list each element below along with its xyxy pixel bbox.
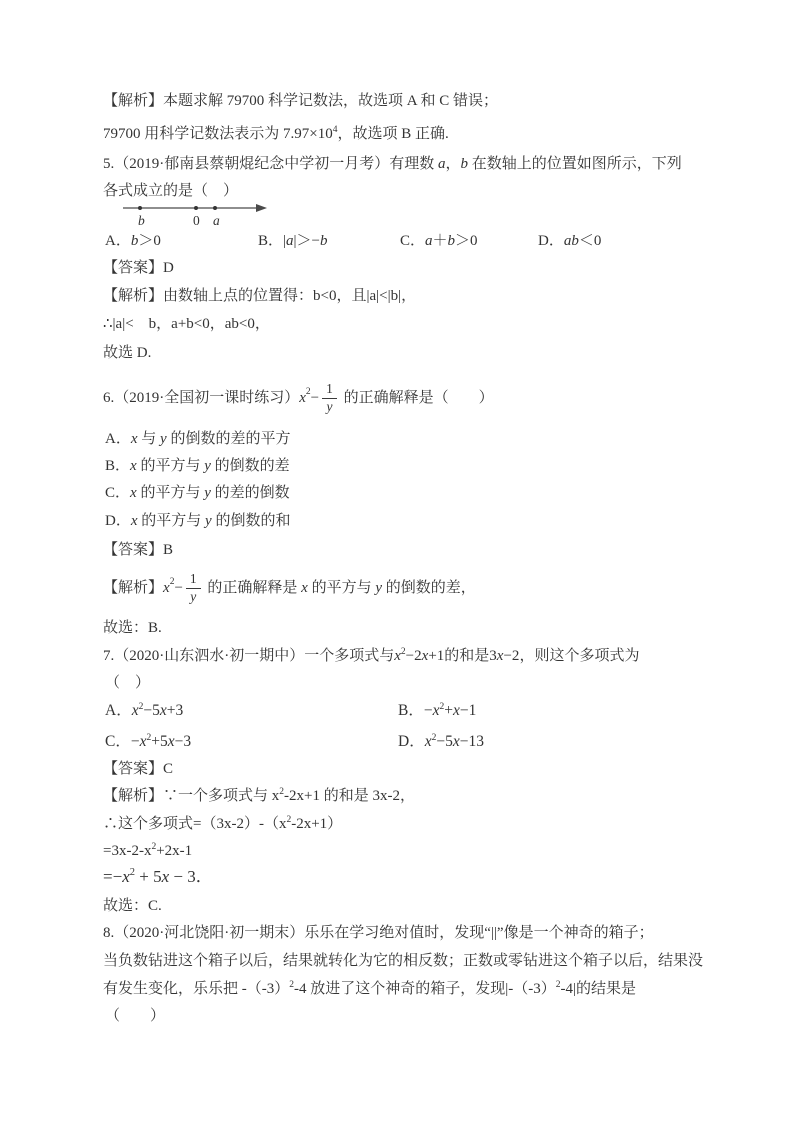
q6-option-d [105, 510, 290, 532]
math-italic-segment: b [460, 156, 469, 172]
q6-header: 6.（2019·全国初一课时练习） x $^2$ − $\frac{1}{y}$ 的正确解释是（ ） [103, 381, 494, 414]
q4-solution-line2 [103, 123, 449, 145]
text-segment: +3 [166, 702, 184, 719]
math-italic-segment: b [447, 233, 456, 249]
q6-answer [103, 539, 173, 561]
number-line-label-b: b [138, 213, 145, 228]
math-italic-segment: y [204, 485, 211, 501]
text-segment: D． [105, 513, 131, 529]
math-italic-segment: x [301, 580, 308, 596]
fraction-denominator: y [190, 589, 197, 604]
math-italic-segment: x [394, 648, 401, 664]
text-segment: ＜0 [578, 233, 602, 249]
text-segment: ，则这个多项式为 [519, 648, 640, 664]
text-segment: + [444, 702, 453, 719]
superscript: 4 [332, 125, 338, 135]
q7-option-c [105, 731, 191, 753]
q7-solution-line4 [103, 866, 213, 888]
text-segment: 的和是 [444, 648, 490, 664]
text-segment: -4|的结果是 [560, 981, 636, 997]
q5-option-a [105, 230, 161, 252]
number-line-point-b [138, 206, 142, 210]
math-italic-segment: x [161, 867, 170, 886]
text-segment: 【答案】D [103, 260, 174, 276]
text-segment: 的正确解释是 [203, 580, 302, 596]
math-italic-segment: b [130, 233, 139, 249]
text-segment: （ ） [105, 675, 151, 691]
text-segment: − [423, 702, 433, 719]
text-segment: 【解析】∵一个多项式与 x [103, 788, 280, 804]
text-segment: -2x+1） [291, 816, 343, 832]
text-segment: -4 放进了这个神奇的箱子，发现|-（-3） [294, 981, 556, 997]
math-italic-segment: a [438, 156, 446, 172]
text-segment: 7.（2020·山东泗水·初一期中）一个多项式与 [103, 648, 395, 664]
text-segment: 【解析】由数轴上点的位置得：b<0，且|a|<|b|， [103, 288, 417, 304]
text-segment: 【答案】C [103, 761, 174, 777]
q5-header-line1 [103, 153, 682, 175]
math-italic-segment: x [432, 702, 440, 719]
text-segment: ＞0 [455, 233, 478, 249]
text-segment: C． [105, 485, 131, 501]
text-segment: 的正确解释是（ ） [339, 390, 494, 406]
text-segment: ∴|a|< b，a+b<0，ab<0， [103, 316, 270, 332]
math-italic-segment: x [424, 733, 432, 750]
text-segment: A． [105, 233, 131, 249]
text-segment: 与 [137, 431, 161, 447]
math-italic-segment: x [130, 458, 137, 474]
superscript: 2 [400, 647, 406, 657]
superscript: 2 [279, 787, 285, 797]
text-segment: 故选 D. [103, 345, 152, 361]
option-letter: B． [258, 233, 284, 249]
q6-option-b [105, 455, 290, 477]
text-segment: 的倒数的差的平方 [166, 431, 291, 447]
text-segment: （ ） [105, 1008, 166, 1024]
text-segment: 的倒数的和 [211, 513, 291, 529]
q7-solution-line5 [103, 895, 162, 917]
q5-solution-line1 [103, 285, 416, 307]
text-segment: + 5 [134, 867, 162, 886]
number-line-figure [120, 197, 270, 233]
text-segment: 故选：B. [103, 620, 162, 636]
text-segment: | [283, 233, 287, 249]
q8-header-line3 [103, 978, 636, 1000]
text-segment: 8.（2020·河北饶阳·初一期末）乐乐在学习绝对值时，发现“||”像是一个神奇的箱子； [103, 925, 654, 941]
q6-solution-line1: 【解析】 x $^2$ − $\frac{1}{y}$ 的正确解释是 x 的平方与 y 的倒数的差， [103, 571, 476, 604]
q7-header-line2 [105, 672, 150, 694]
text-segment: 当负数钻进这个箱子以后，结果就转化为它的相反数；正数或零钻进这个箱子以后，结果没 [103, 953, 704, 969]
text-segment: − [310, 390, 320, 406]
superscript: 2 [289, 980, 294, 990]
superscript: 2 [151, 842, 157, 852]
text-segment: 6.（2019·全国初一课时练习） [103, 390, 300, 406]
text-segment: − [174, 580, 183, 596]
text-segment: 的平方与 [137, 513, 206, 529]
superscript: 2 [146, 733, 152, 743]
text-segment: 的平方与 [307, 580, 376, 596]
math-italic-segment: y [204, 458, 211, 474]
q5-answer [103, 257, 174, 279]
text-segment: +1 [428, 648, 445, 664]
fraction [186, 571, 201, 605]
text-segment: ． [195, 867, 213, 886]
math-italic-segment: b [320, 233, 328, 249]
fraction-numerator: 1 [186, 571, 201, 589]
text-segment: 的平方与 [136, 458, 205, 474]
text-segment: -2x+1 的和是 3x-2， [284, 788, 415, 804]
text-segment: 5.（2019·郁南县蔡朝焜纪念中学初一月考）有理数 [103, 156, 438, 172]
q5-option-b [258, 230, 328, 252]
math-italic-segment: x [163, 580, 170, 596]
math-italic-segment: a [425, 233, 433, 249]
text-segment: +5 [151, 733, 168, 750]
text-segment: |＞− [293, 233, 320, 249]
q7-option-a [105, 700, 183, 722]
math-italic-segment: x [421, 648, 429, 664]
q5-solution-line3 [103, 342, 151, 364]
math-italic-segment: x [130, 485, 137, 501]
text-segment: ∴这个多项式=（3x-2）-（x [103, 816, 287, 832]
text-segment: B． [105, 458, 131, 474]
math-italic-segment: x [452, 702, 460, 719]
math-italic-segment: x [496, 648, 504, 664]
text-segment: 的倒数的差 [210, 458, 290, 474]
text-segment: D． [398, 733, 425, 750]
math-italic-segment: x [452, 733, 460, 750]
number-line-point-0 [194, 206, 198, 210]
text-segment: −3 [174, 733, 192, 750]
text-segment: 有发生变化，乐乐把 -（-3） [103, 981, 290, 997]
text-segment: ，故选项 B 正确. [337, 126, 449, 142]
q7-solution-line2 [103, 813, 342, 835]
text-segment: ， [445, 156, 461, 172]
q7-header-line1 [103, 645, 639, 667]
q8-header-line4 [105, 1005, 165, 1027]
q7-option-d [398, 731, 484, 753]
q5-solution-line2 [103, 313, 270, 335]
math-italic-segment: y [160, 431, 167, 447]
superscript: 2 [138, 702, 144, 712]
q7-solution-line3 [103, 840, 192, 862]
text-segment: A． [105, 431, 131, 447]
q6-option-c [105, 482, 290, 504]
number-line-label-a: a [213, 213, 220, 228]
q8-header-line1 [103, 922, 654, 944]
math-italic-segment: x [130, 513, 138, 529]
math-italic-segment: y [205, 513, 212, 529]
text-segment: ＞0 [138, 233, 161, 249]
text-segment: =− [103, 867, 123, 886]
superscript: 2 [129, 867, 135, 878]
text-segment: 的平方与 [136, 485, 205, 501]
text-segment: −5 [436, 733, 453, 750]
q7-answer [103, 758, 173, 780]
math-italic-segment: x [122, 867, 130, 886]
superscript: 2 [286, 815, 292, 825]
text-segment: −5 [143, 702, 160, 719]
text-segment: 的差的倒数 [210, 485, 290, 501]
text-segment: 3 [489, 648, 497, 664]
text-segment: 【解析】 [103, 580, 164, 596]
superscript: 2 [555, 980, 561, 990]
math-italic-segment: x [131, 702, 139, 719]
text-segment: +2x-1 [156, 843, 193, 859]
text-segment: −2 [503, 648, 520, 664]
q5-option-d [538, 230, 601, 252]
text-segment: 的倒数的差， [382, 580, 476, 596]
math-italic-segment: x [167, 733, 175, 750]
text-segment: 【答案】B [103, 542, 174, 558]
math-italic-segment: x [130, 431, 138, 447]
text-segment: B． [398, 702, 424, 719]
fraction [322, 381, 337, 415]
q7-option-b [398, 700, 476, 722]
number-line-point-a [213, 206, 217, 210]
text-segment: A． [105, 702, 132, 719]
text-segment: 【解析】本题求解 79700 科学记数法，故选项 A 和 C 错误； [103, 93, 499, 109]
arrow-right-icon [256, 204, 267, 212]
math-italic-segment: a [286, 233, 294, 249]
math-italic-segment: ab [563, 233, 579, 249]
text-segment: 各式成立的是（ ） [103, 183, 239, 199]
text-segment: C． [105, 733, 131, 750]
text-segment: 在数轴上的位置如图所示，下列 [468, 156, 682, 172]
text-segment: −1 [459, 702, 477, 719]
number-line-label-0: 0 [193, 213, 200, 228]
text-segment: 79700 用科学记数法表示为 7.97×10 [103, 126, 333, 142]
q5-option-c [400, 230, 478, 252]
text-segment: − [130, 733, 140, 750]
text-segment: D． [538, 233, 564, 249]
fraction-numerator: 1 [322, 381, 337, 399]
text-segment: C． [400, 233, 426, 249]
q7-solution-line1 [103, 785, 415, 807]
q6-option-a [105, 428, 290, 450]
superscript: 2 [439, 702, 445, 712]
text-segment: − 3 [169, 867, 196, 886]
text-segment: ＋ [432, 233, 448, 249]
q6-solution-line2 [103, 617, 162, 639]
text-segment: −2 [405, 648, 422, 664]
text-segment: 故选：C. [103, 898, 162, 914]
q4-solution-line1 [103, 90, 498, 112]
text-segment: −13 [459, 733, 484, 750]
text-segment: =3x-2-x [103, 843, 152, 859]
q8-header-line2 [103, 950, 703, 972]
math-italic-segment: x [139, 733, 147, 750]
math-italic-segment: x [299, 390, 306, 406]
superscript: 2 [431, 733, 437, 743]
fraction-denominator: y [326, 399, 333, 414]
math-italic-segment: x [159, 702, 167, 719]
math-italic-segment: y [375, 580, 383, 596]
